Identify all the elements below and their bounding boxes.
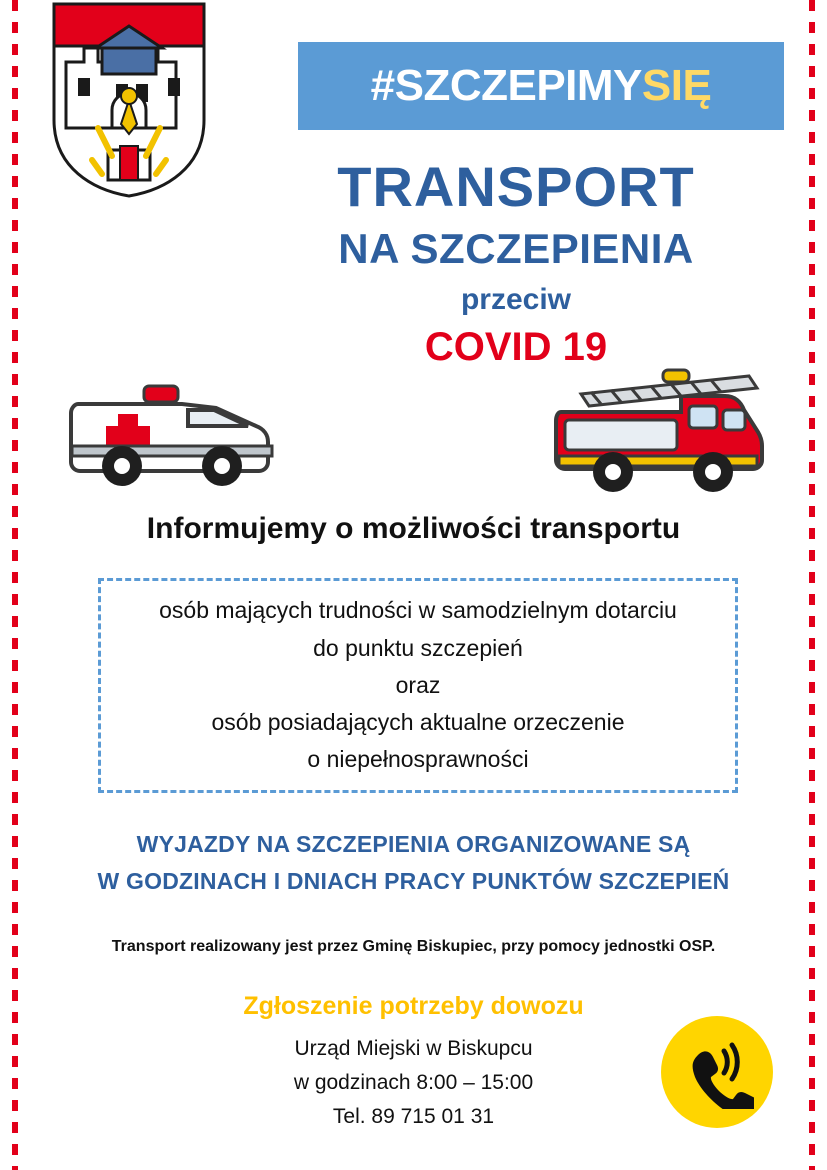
hashtag-part-1: #SZCZEPIMY (370, 61, 642, 110)
eligibility-line-4: osób posiadających aktualne orzeczenie (211, 709, 625, 736)
ambulance-icon (66, 360, 286, 505)
title-na-szczepienia: NA SZCZEPIENIA (338, 224, 694, 272)
header-row (44, 30, 784, 140)
title-transport: TRANSPORT (337, 155, 695, 218)
eligibility-line-3: oraz (395, 671, 441, 698)
eligibility-box (98, 578, 738, 793)
title-covid: COVID 19 (424, 324, 608, 369)
schedule-notice (36, 826, 791, 900)
contact-line-2: w godzinach 8:00 – 15:00 (293, 1071, 534, 1095)
phone-ringing-icon (661, 1016, 773, 1128)
right-dashed-border (809, 0, 815, 1170)
fire-truck-icon (551, 350, 781, 505)
schedule-notice-line-1: WYJAZDY NA SZCZEPIENIA ORGANIZOWANE SĄ (136, 831, 691, 857)
contact-line-3: Tel. 89 715 01 31 (332, 1105, 495, 1129)
organizer-note: Transport realizowany jest przez Gminę Biskupiec, przy pomocy jednostki OSP. (111, 938, 716, 955)
schedule-notice-line-2: W GODZINACH I DNIACH PRACY PUNKTÓW SZCZEPIEŃ (97, 867, 730, 894)
contact-line-1: Urząd Miejski w Biskupcu (294, 1037, 533, 1060)
eligibility-line-5: o niepełnosprawności (307, 746, 529, 773)
hashtag-part-2: SIĘ (641, 61, 712, 110)
intro-line: Informujemy o możliwości transportu (146, 512, 681, 545)
hashtag-banner (298, 42, 784, 130)
eligibility-line-2: do punktu szczepień (313, 634, 523, 661)
title-przeciw: przeciw (460, 282, 572, 316)
hashtag-banner-text (371, 61, 712, 111)
eligibility-line-1: osób mających trudności w samodzielnym dotarciu (159, 597, 677, 624)
left-dashed-border (12, 0, 18, 1170)
contact-heading: Zgłoszenie potrzeby dowozu (243, 992, 584, 1020)
vehicle-illustrations (36, 350, 791, 510)
title-block (246, 155, 786, 370)
poster-content (36, 0, 791, 1170)
